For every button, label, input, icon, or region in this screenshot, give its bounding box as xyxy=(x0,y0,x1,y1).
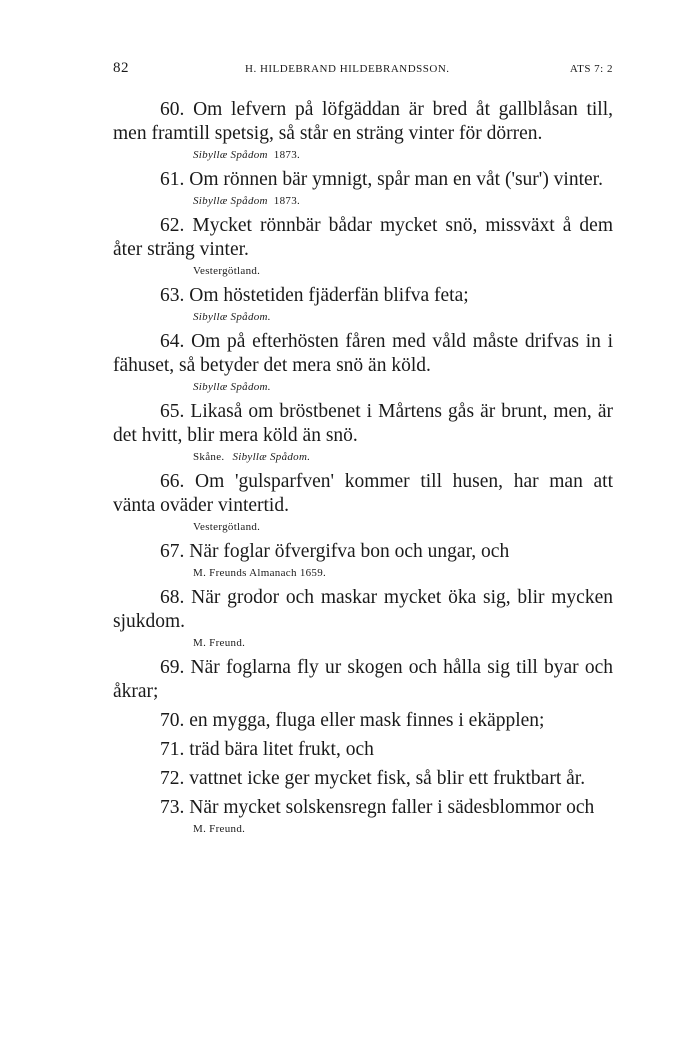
list-item xyxy=(113,738,613,762)
entry-text: 64. Om på efterhösten fåren med våld måste drifvas in i fähuset, så betyder det mera snö än köld. xyxy=(113,331,613,376)
source-title: Sibyllæ Spådom. xyxy=(232,451,311,463)
entry-source xyxy=(193,449,613,465)
entry-source xyxy=(193,635,613,651)
list-item xyxy=(113,470,613,535)
source-place: Vestergötland. xyxy=(193,521,261,533)
entry-text: 61. Om rönnen bär ymnigt, spår man en våt ('sur') vinter. xyxy=(160,169,603,190)
list-item xyxy=(113,400,613,465)
entry-text: 69. När foglarna fly ur skogen och hålla sig till byar och åkrar; xyxy=(113,657,613,702)
series-label: ATS 7: 2 xyxy=(569,63,613,75)
list-item xyxy=(113,586,613,651)
list-item xyxy=(113,796,613,837)
list-item xyxy=(113,540,613,581)
source-place: M. Freund. xyxy=(193,637,246,649)
entries-list xyxy=(113,98,613,837)
entry-source xyxy=(193,309,613,325)
source-place: Skåne. xyxy=(193,451,225,463)
source-place: M. Freunds Almanach 1659. xyxy=(193,567,327,579)
entry-source xyxy=(193,147,613,163)
list-item xyxy=(113,214,613,279)
entry-text: 63. Om höstetiden fjäderfän blifva feta; xyxy=(160,285,469,306)
entry-text: 67. När foglar öfvergifva bon och ungar, och xyxy=(160,541,510,562)
source-title: Sibyllæ Spådom. xyxy=(193,381,271,393)
source-place: M. Freund. xyxy=(193,823,246,835)
list-item xyxy=(113,767,613,791)
list-item xyxy=(113,330,613,395)
source-title: Sibyllæ Spådom xyxy=(193,149,268,161)
running-title: H. HILDEBRAND HILDEBRANDSSON. xyxy=(245,63,450,75)
entry-text: 72. vattnet icke ger mycket fisk, så blir ett fruktbart år. xyxy=(160,768,586,789)
entry-text: 62. Mycket rönnbär bådar mycket snö, missväxt å dem åter sträng vinter. xyxy=(113,215,613,260)
entry-source xyxy=(193,263,613,279)
source-place: Vestergötland. xyxy=(193,265,261,277)
source-year: 1873. xyxy=(273,149,301,161)
list-item xyxy=(113,656,613,704)
entry-text: 73. När mycket solskensregn faller i sädesblommor och xyxy=(160,797,595,818)
running-header xyxy=(113,60,613,84)
list-item xyxy=(113,98,613,163)
page-number: 82 xyxy=(113,60,129,76)
book-page xyxy=(113,60,613,842)
entry-text: 70. en mygga, fluga eller mask finnes i ekäpplen; xyxy=(160,710,545,731)
entry-source xyxy=(193,519,613,535)
entry-text: 65. Likaså om bröstbenet i Mårtens gås är brunt, men, är det hvitt, blir mera köld än snö. xyxy=(113,401,613,446)
source-title: Sibyllæ Spådom. xyxy=(193,311,271,323)
entry-text: 71. träd bära litet frukt, och xyxy=(160,739,374,760)
entry-source xyxy=(193,821,613,837)
entry-source xyxy=(193,193,613,209)
list-item xyxy=(113,709,613,733)
entry-text: 68. När grodor och maskar mycket öka sig, blir mycken sjukdom. xyxy=(113,587,613,632)
source-title: Sibyllæ Spådom xyxy=(193,195,268,207)
list-item xyxy=(113,284,613,325)
entry-source xyxy=(193,565,613,581)
list-item xyxy=(113,168,613,209)
source-year: 1873. xyxy=(273,195,301,207)
entry-text: 60. Om lefvern på löfgäddan är bred åt gallblåsan till, men framtill spetsig, så står en sträng vinter för dörren. xyxy=(113,99,613,144)
entry-source xyxy=(193,379,613,395)
entry-text: 66. Om 'gulsparfven' kommer till husen, har man att vänta oväder vintertid. xyxy=(113,471,613,516)
